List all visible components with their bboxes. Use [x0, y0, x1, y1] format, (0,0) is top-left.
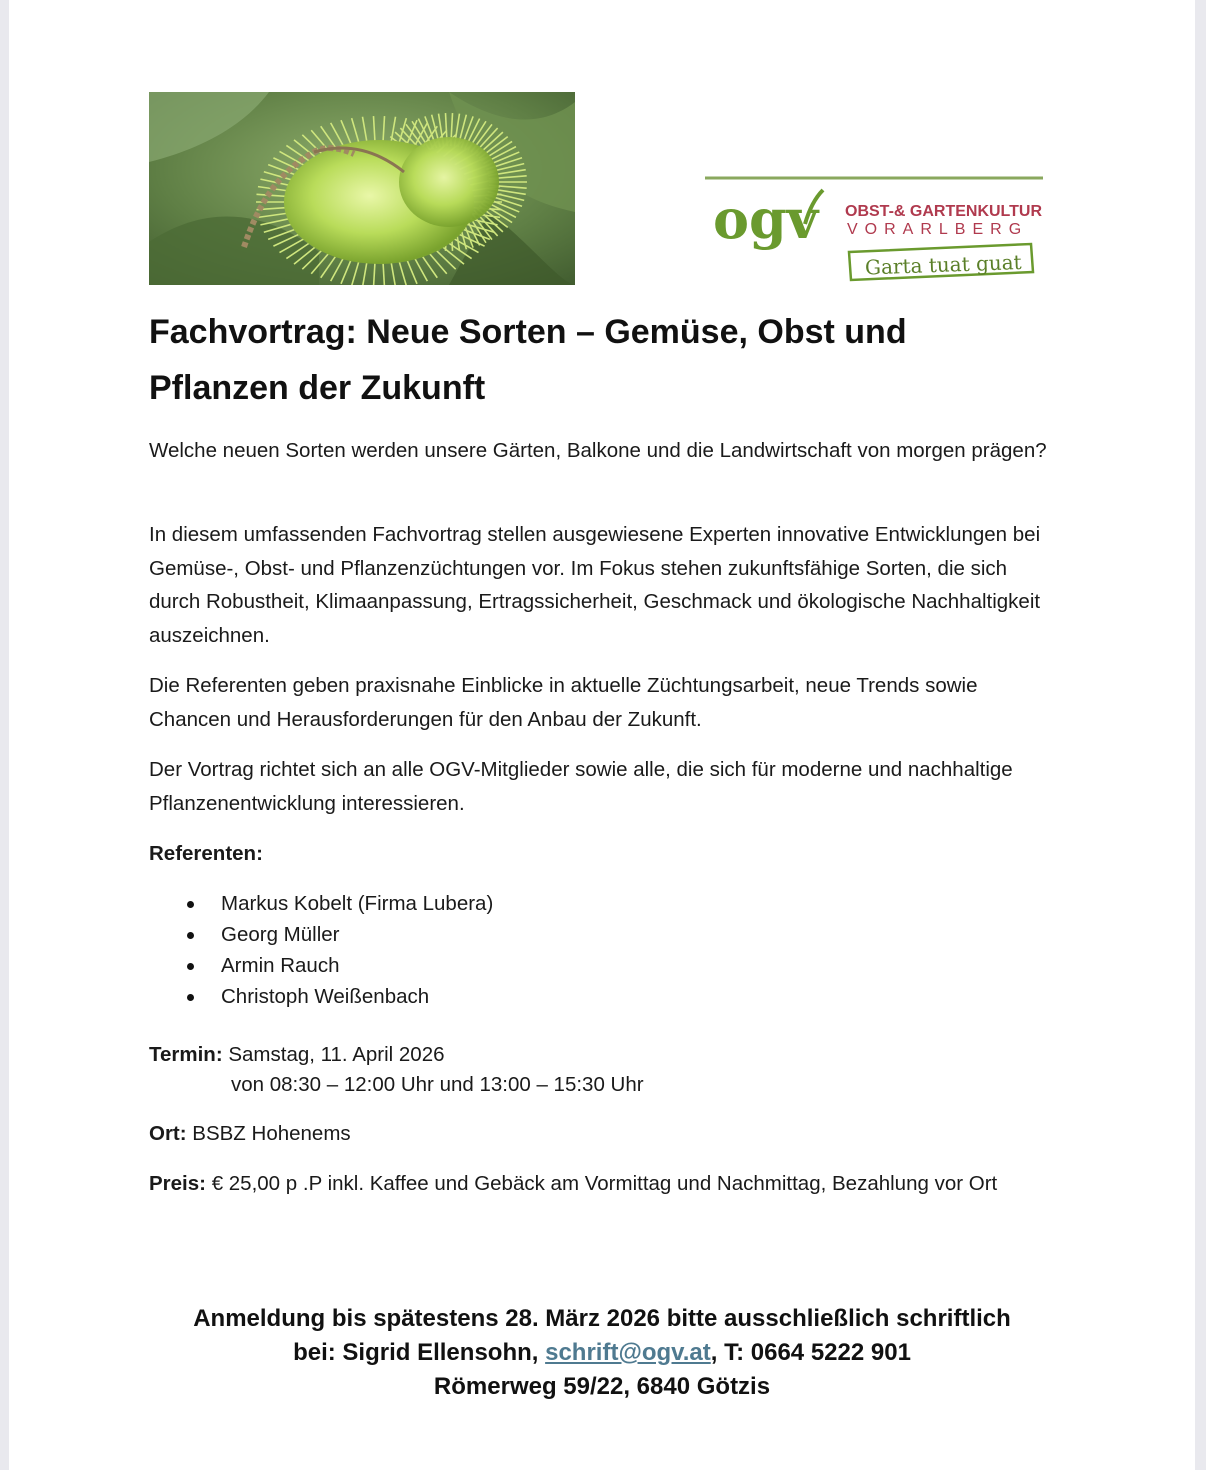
footer-address: Römerweg 59/22, 6840 Götzis — [433, 1373, 771, 1400]
preis-line — [149, 1167, 1069, 1201]
speakers-paragraph: Die Referenten geben praxisnahe Einblicke in aktuelle Züchtungsarbeit, neue Trends sowie Chancen und Herausforderungen für den Anbau der Zukunft. — [149, 674, 978, 731]
page-title: Fachvortrag: Neue Sorten – Gemüse, Obst und Pflanzen der Zukunft — [149, 313, 907, 407]
chestnut-burr-image — [149, 92, 575, 285]
logo-slogan: Garta tuat guat — [864, 249, 1023, 280]
referenten-label: Referenten: — [149, 842, 263, 865]
preis-value: € 25,00 p .P inkl. Kaffee und Gebäck am Vormittag und Nachmittag, Bezahlung vor Ort — [211, 1172, 998, 1195]
footer-line1: Anmeldung bis spätestens 28. März 2026 bitte ausschließlich schriftlich — [193, 1305, 1011, 1332]
list-item: Christoph Weißenbach — [149, 981, 493, 1012]
list-item: Armin Rauch — [149, 950, 493, 981]
footer-line2 — [9, 1336, 1195, 1370]
chestnut-burr-photo — [149, 92, 575, 285]
registration-footer — [9, 1302, 1195, 1404]
termin-line — [149, 1038, 1049, 1072]
ort-label: Ort: — [149, 1122, 187, 1145]
intro-paragraph: Welche neuen Sorten werden unsere Gärten, Balkone und die Landwirtschaft von morgen prägen? — [149, 439, 1047, 462]
list-item: Markus Kobelt (Firma Lubera) — [149, 888, 493, 919]
audience-paragraph: Der Vortrag richtet sich an alle OGV-Mitglieder sowie alle, die sich für moderne und nachhaltige Pflanzenentwicklung interessieren. — [149, 758, 1013, 815]
footer-contact-prefix: bei: Sigrid Ellensohn, — [293, 1339, 546, 1366]
logo-wordmark: ogv — [713, 187, 819, 251]
logo-line1: OBST-& GARTENKULTUR — [845, 203, 1043, 220]
email-link[interactable]: schrift@ogv.at — [545, 1339, 711, 1366]
termin-date: Samstag, 11. April 2026 — [228, 1043, 445, 1066]
termin-times: von 08:30 – 12:00 Uhr und 13:00 – 15:30 Uhr — [231, 1073, 644, 1096]
list-item: Georg Müller — [149, 919, 493, 950]
preis-label: Preis: — [149, 1172, 206, 1195]
termin-label: Termin: — [149, 1043, 223, 1066]
ort-line — [149, 1117, 1049, 1151]
footer-phone: , T: 0664 5222 901 — [710, 1339, 911, 1366]
ort-value: BSBZ Hohenems — [192, 1122, 351, 1145]
ogv-logo-graphic — [705, 176, 1045, 288]
description-paragraph: In diesem umfassenden Fachvortrag stellen ausgewiesene Experten innovative Entwicklungen bei Gemüse-, Obst- und Pflanzenzüchtungen vor. Im Fokus stehen zukunftsfähige Sorten, die sich durch Robustheit, Klimaanpassung, Ertragssicherheit, Geschmack und ökologische Nachhaltigkeit auszeichnen. — [149, 523, 1041, 647]
ogv-logo — [705, 176, 1045, 288]
referenten-list — [149, 888, 493, 1012]
document-page — [9, 0, 1195, 1470]
logo-line2: VORARLBERG — [847, 221, 1029, 238]
